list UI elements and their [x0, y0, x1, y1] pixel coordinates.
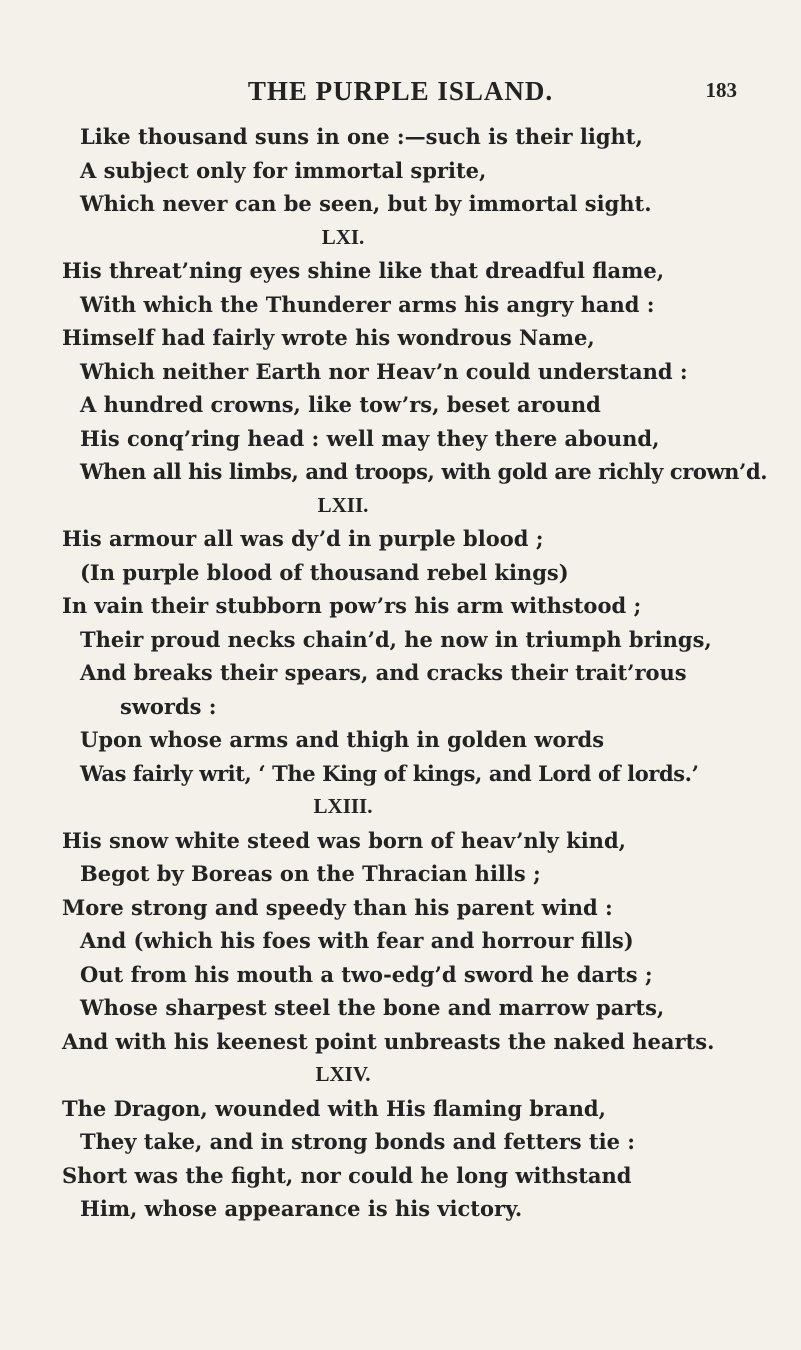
- verse-line: With which the Thunderer arms his angry hand :: [80, 291, 655, 317]
- verse-line: His threat’ning eyes shine like that dreadful flame,: [62, 258, 665, 283]
- verse-line: And (which his foes with fear and horrour fills): [80, 928, 634, 953]
- verse-line: In vain their stubborn pow’rs his arm withstood ;: [62, 593, 642, 618]
- verse-line: A subject only for immortal sprite,: [80, 157, 487, 183]
- verse-line: Begot by Boreas on the Thracian hills ;: [80, 861, 541, 886]
- verse-line: Out from his mouth a two-edg’d sword he darts ;: [80, 961, 653, 987]
- verse-line: And with his keenest point unbreasts the naked hearts.: [62, 1028, 715, 1054]
- verse-line: His conq’ring head : well may they there abound,: [80, 425, 660, 451]
- stanza-number: LXI.: [321, 224, 365, 249]
- verse-line: Short was the fight, nor could he long withstand: [62, 1162, 632, 1188]
- running-head: THE PURPLE ISLAND.: [247, 76, 554, 106]
- verse-line: Whose sharpest steel the bone and marrow parts,: [80, 995, 665, 1020]
- verse-line: (In purple blood of thousand rebel kings): [80, 559, 569, 585]
- stanza-number: LXII.: [317, 492, 369, 517]
- verse-line: Like thousand suns in one :—such is their light,: [80, 124, 643, 149]
- verse-line: A hundred crowns, like tow’rs, beset around: [80, 392, 601, 417]
- stanza-number: LXIV.: [315, 1062, 371, 1086]
- verse-line: Which neither Earth nor Heav’n could understand :: [80, 358, 688, 384]
- verse-line: Him, whose appearance is his victory.: [80, 1196, 523, 1221]
- verse-line: More strong and speedy than his parent wind :: [62, 894, 613, 920]
- verse-line: The Dragon, wounded with His flaming brand,: [62, 1095, 606, 1121]
- page-number: 183: [705, 78, 737, 102]
- verse-line: They take, and in strong bonds and fetters tie :: [80, 1129, 635, 1154]
- verse-line: swords :: [120, 693, 217, 719]
- poem-text: [48, 120, 781, 1226]
- verse-line: When all his limbs, and troops, with gold are richly crown’d.: [80, 459, 768, 484]
- verse-line: Himself had fairly wrote his wondrous Name,: [62, 325, 595, 350]
- verse-line: His armour all was dy’d in purple blood ;: [62, 526, 544, 551]
- verse-line: His snow white steed was born of heav’nly kind,: [62, 827, 626, 853]
- page-header: [0, 76, 801, 116]
- verse-line: Which never can be seen, but by immortal sight.: [80, 191, 652, 216]
- verse-line: And breaks their spears, and cracks their trait’rous: [80, 660, 687, 685]
- verse-line: Their proud necks chain’d, he now in triumph brings,: [80, 626, 712, 652]
- verse-line: Was fairly writ, ‘ The King of kings, and Lord of lords.’: [80, 760, 699, 786]
- stanza-number: LXIII.: [313, 794, 373, 818]
- verse-line: Upon whose arms and thigh in golden words: [80, 727, 605, 752]
